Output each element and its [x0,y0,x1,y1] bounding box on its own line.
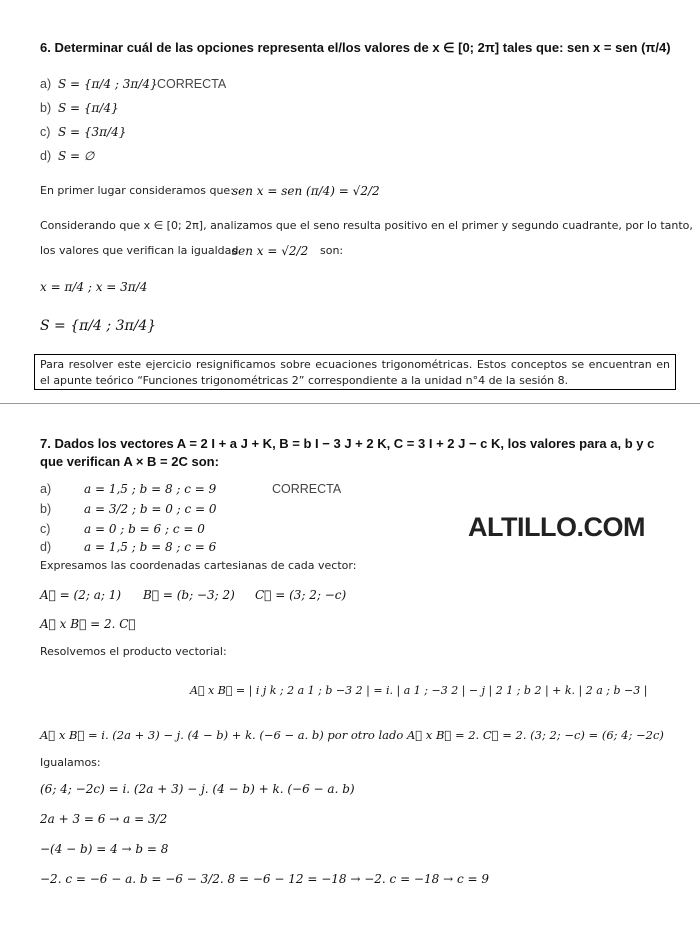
math-expr: x = π/4 ; x = 3π/4 [40,280,148,294]
correct-tag: CORRECTA [157,77,227,91]
option-c-label: c) [40,125,51,139]
vector-c: C⃗ = (3; 2; −c) [255,588,347,602]
note-text: Para resolver este ejercicio resignificamos sobre ecuaciones trigonométricas. Estos conceptos se encuentran en el apunte teórico “Funciones trigonométricas 2” correspondiente a la unidad n°4 de la sesión 8. [40,358,670,387]
option-a: a = 1,5 ; b = 8 ; c = 9 [84,482,217,496]
option-d: S = ∅ [58,149,95,163]
math-expr: A⃗ x B⃗ = i. (2a + 3) − j. (4 − b) + k. (−6 − a. b) por otro lado A⃗ x B⃗ = 2. C⃗ = 2. (3; 2; −c) = (6; 4; −2c) [40,728,664,742]
explanation-line: Resolvemos el producto vectorial: [40,645,227,658]
math-expr: −(4 − b) = 4 → b = 8 [40,842,169,856]
option-a: S = {π/4 ; 3π/4} [58,77,158,91]
option-a-label: a) [40,77,52,91]
vector-b: B⃗ = (b; −3; 2) [143,588,235,602]
explanation-line: En primer lugar consideramos que: [40,184,234,197]
option-b: a = 3/2 ; b = 0 ; c = 0 [84,502,217,516]
option-b-label: b) [40,502,52,516]
solution-set: S = {π/4 ; 3π/4} [40,318,157,334]
math-expr: A⃗ x B⃗ = 2. C⃗ [40,617,136,631]
divider [0,403,700,404]
option-b: S = {π/4} [58,101,119,115]
math-expr: −2. c = −6 − a. b = −6 − 3/2. 8 = −6 − 12 = −18 → −2. c = −18 → c = 9 [40,872,489,886]
note-box [34,354,676,390]
math-expr: 2a + 3 = 6 → a = 3/2 [40,812,168,826]
math-expr: (6; 4; −2c) = i. (2a + 3) − j. (4 − b) + k. (−6 − a. b) [40,782,355,796]
option-d-label: d) [40,540,52,554]
vector-a: A⃗ = (2; a; 1) [40,588,122,602]
explanation-line: Considerando que x ∈ [0; 2π], analizamos que el seno resulta positivo en el primer y segundo cuadrante, por lo tanto, [40,219,693,232]
question-7-title: 7. Dados los vectores A = 2 I + a J + K, B = b I − 3 J + 2 K, C = 3 I + 2 J − c K, los valores para a, b y c [40,436,655,451]
math-expr: sen x = sen (π/4) = √2/2 [232,184,380,198]
explanation-line: los valores que verifican la igualdad [40,244,239,257]
question-7-title-2: que verifican A × B = 2C son: [40,454,219,469]
explanation-line: Igualamos: [40,756,101,769]
explanation-line: son: [320,244,344,257]
question-6-title: 6. Determinar cuál de las opciones representa el/los valores de x ∈ [0; 2π] tales que: sen x = sen (π/4) [40,40,671,55]
option-d-label: d) [40,149,52,163]
option-c: S = {3π/4} [58,125,127,139]
altillo-logo: ALTILLO.COM [468,512,645,542]
option-c-label: c) [40,522,51,536]
explanation-line: Expresamos las coordenadas cartesianas de cada vector: [40,559,357,572]
option-c: a = 0 ; b = 6 ; c = 0 [84,522,205,536]
correct-tag: CORRECTA [272,482,342,496]
option-b-label: b) [40,101,52,115]
cross-product-matrix: A⃗ x B⃗ = | i j k ; 2 a 1 ; b −3 2 | = i. | a 1 ; −3 2 | − j | 2 1 ; b 2 | + k. | 2 a ; b −3 | [190,684,648,697]
math-expr: sen x = √2/2 [232,244,309,258]
option-d: a = 1,5 ; b = 8 ; c = 6 [84,540,217,554]
option-a-label: a) [40,482,52,496]
